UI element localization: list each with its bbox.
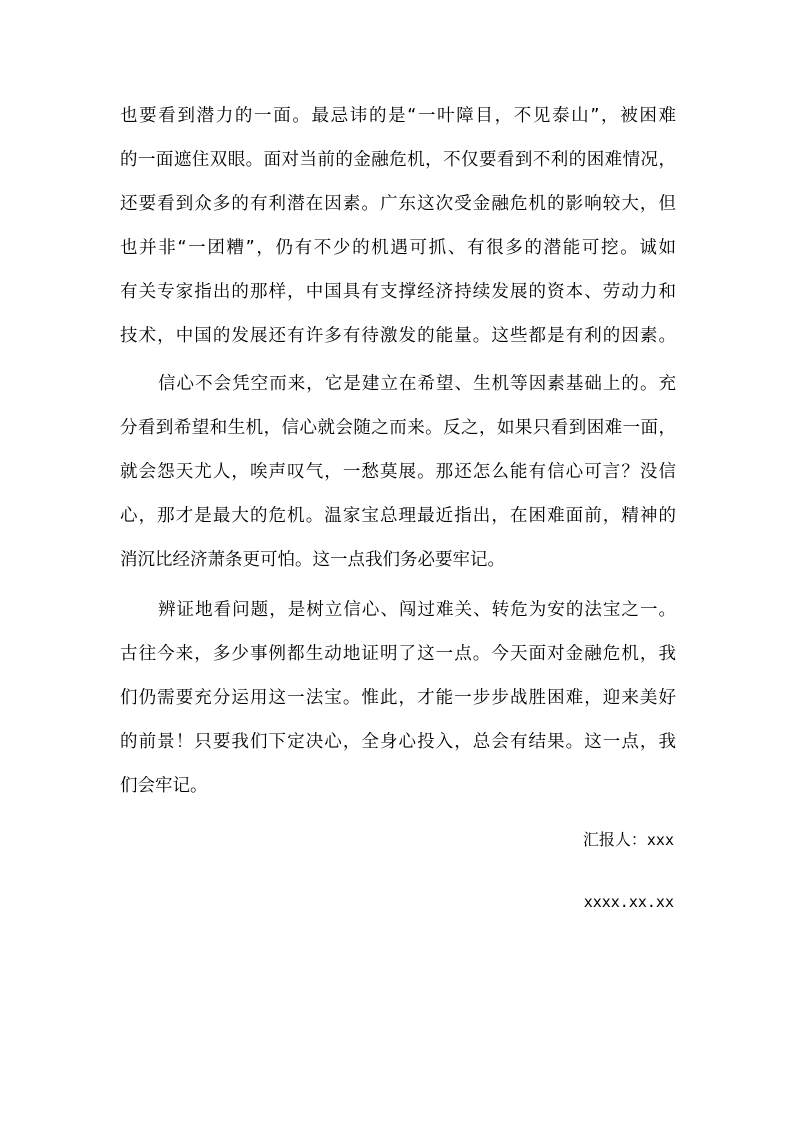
- paragraph-1-line-6: 技术，中国的发展还有许多有待激发的能量。这些都是有利的因素。: [120, 326, 676, 346]
- paragraph-2-line-1: 信心不会凭空而来，它是建立在希望、生机等因素基础上的。充: [158, 374, 676, 394]
- reporter-label: 汇报人：: [582, 830, 647, 849]
- paragraph-1-line-2: 的一面遮住双眼。面对当前的金融危机，不仅要看到不利的困难情况，: [120, 150, 676, 170]
- paragraph-3-line-5: 们会牢记。: [120, 776, 208, 796]
- paragraph-1-line-5: 有关专家指出的那样，中国具有支撑经济持续发展的资本、劳动力和: [120, 282, 676, 302]
- report-date: xxxx.xx.xx: [583, 893, 674, 911]
- paragraph-2-line-3: 就会怨天尤人，唉声叹气，一愁莫展。那还怎么能有信心可言？没信: [120, 462, 676, 482]
- paragraph-2-line-4: 心，那才是最大的危机。温家宝总理最近指出，在困难面前，精神的: [120, 506, 676, 526]
- reporter-name: xxx: [646, 831, 674, 849]
- paragraph-1-line-4: 也并非“一团糟”，仍有不少的机遇可抓、有很多的潜能可挖。诚如: [120, 238, 676, 258]
- paragraph-1-line-3: 还要看到众多的有利潜在因素。广东这次受金融危机的影响较大，但: [120, 194, 676, 214]
- paragraph-1-line-1: 也要看到潜力的一面。最忌讳的是“一叶障目，不见泰山”，被困难: [120, 106, 676, 126]
- paragraph-2-line-2: 分看到希望和生机，信心就会随之而来。反之，如果只看到困难一面，: [120, 418, 676, 438]
- paragraph-2-line-5: 消沉比经济萧条更可怕。这一点我们务必要牢记。: [120, 550, 505, 570]
- paragraph-3-line-3: 们仍需要充分运用这一法宝。惟此，才能一步步战胜困难，迎来美好: [120, 688, 676, 708]
- reporter-line: [583, 828, 674, 852]
- paragraph-3-line-2: 古往今来，多少事例都生动地证明了这一点。今天面对金融危机，我: [120, 644, 676, 664]
- paragraph-3-line-4: 的前景！只要我们下定决心，全身心投入，总会有结果。这一点，我: [120, 732, 676, 752]
- paragraph-3-line-1: 辨证地看问题，是树立信心、闯过难关、转危为安的法宝之一。: [158, 600, 676, 620]
